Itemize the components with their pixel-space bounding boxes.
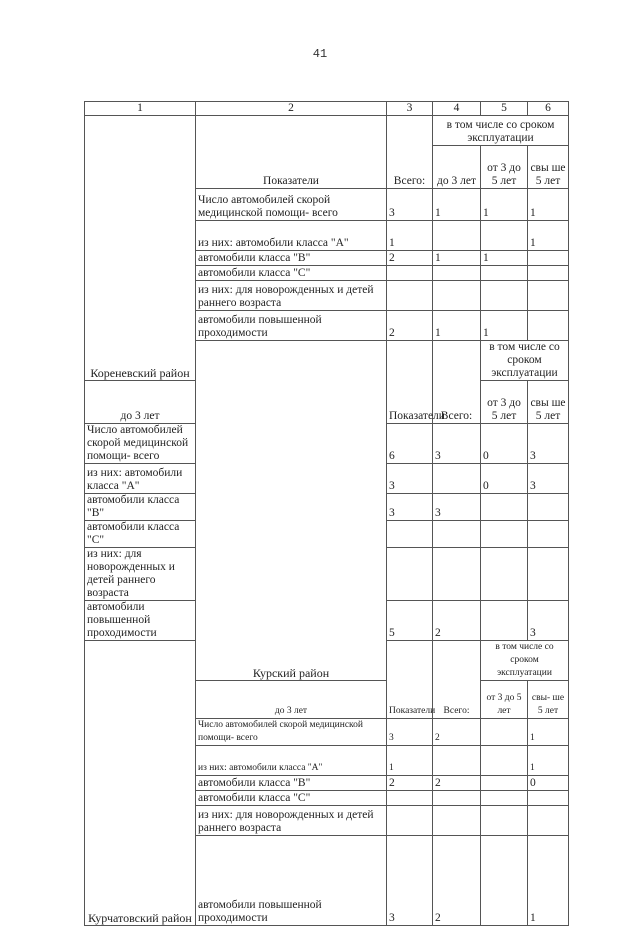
col5-header: от 3 до 5 лет — [481, 381, 528, 424]
col5-value — [481, 719, 528, 746]
col6-value: 1 — [528, 746, 569, 776]
col5-value — [481, 494, 528, 521]
col6-value: 1 — [528, 221, 569, 251]
row-label: Число автомобилей скорой медицинской помощи- всего — [196, 719, 387, 746]
district-header-row — [85, 116, 569, 146]
row-label: автомобили повышенной проходимости — [196, 311, 387, 341]
col5-value — [481, 806, 528, 836]
col5-header: от 3 до 5 лет — [481, 681, 528, 719]
column-number: 6 — [528, 102, 569, 116]
col5-value — [481, 281, 528, 311]
total-value: 3 — [387, 494, 433, 521]
indicators-header: Показатели — [387, 341, 433, 424]
col6-value — [528, 806, 569, 836]
col5-value: 1 — [481, 311, 528, 341]
district-name: Курский район — [196, 341, 387, 681]
total-value — [387, 281, 433, 311]
col5-value — [481, 836, 528, 926]
col4-value: 2 — [433, 776, 481, 791]
col6-value: 1 — [528, 719, 569, 746]
col4-value — [433, 548, 481, 601]
indicators-header: Показатели — [196, 116, 387, 189]
page-number: 41 — [312, 47, 328, 61]
col6-value: 0 — [528, 776, 569, 791]
total-value — [387, 806, 433, 836]
col4-value: 2 — [433, 601, 481, 641]
row-label: автомобили класса "В" — [196, 251, 387, 266]
col5-value: 0 — [481, 464, 528, 494]
col5-value — [481, 601, 528, 641]
row-label: из них: для новорожденных и детей раннего возраста — [196, 281, 387, 311]
col4-value: 3 — [433, 424, 481, 464]
total-value: 3 — [387, 189, 433, 221]
column-number-row — [85, 102, 569, 116]
col4-header: до 3 лет — [196, 681, 387, 719]
col5-header: от 3 до 5 лет — [481, 146, 528, 189]
col6-value — [528, 251, 569, 266]
row-label: из них: автомобили класса "А" — [85, 464, 196, 494]
col4-value — [433, 806, 481, 836]
total-header: Всего: — [433, 641, 481, 719]
col5-value — [481, 221, 528, 251]
col6-value — [528, 791, 569, 806]
col4-value: 1 — [433, 189, 481, 221]
row-label: автомобили класса "С" — [196, 791, 387, 806]
total-value: 1 — [387, 746, 433, 776]
district-name: Кореневский район — [85, 116, 196, 381]
row-label: Число автомобилей скорой медицинской помощи- всего — [196, 189, 387, 221]
row-label: автомобили класса "В" — [85, 494, 196, 521]
col4-value — [433, 521, 481, 548]
col6-value: 3 — [528, 464, 569, 494]
column-number: 4 — [433, 102, 481, 116]
col4-value — [433, 464, 481, 494]
col4-value — [433, 281, 481, 311]
service-life-group-header: в том числе со сроком эксплуатации — [433, 116, 569, 146]
total-value — [387, 521, 433, 548]
col6-value: 3 — [528, 601, 569, 641]
col5-value: 0 — [481, 424, 528, 464]
indicators-header: Показатели — [387, 641, 433, 719]
col6-header: свы ше 5 лет — [528, 381, 569, 424]
total-value: 2 — [387, 311, 433, 341]
row-label: из них: автомобили класса "А" — [196, 221, 387, 251]
col6-value: 1 — [528, 836, 569, 926]
col4-header: до 3 лет — [85, 381, 196, 424]
ambulance-fleet-table — [84, 101, 569, 926]
total-value: 3 — [387, 719, 433, 746]
total-value — [387, 266, 433, 281]
row-label: Число автомобилей скорой медицинской помощи- всего — [85, 424, 196, 464]
total-value: 3 — [387, 464, 433, 494]
col5-value — [481, 266, 528, 281]
col6-header: свы ше 5 лет — [528, 146, 569, 189]
col4-value: 1 — [433, 311, 481, 341]
col4-value: 2 — [433, 719, 481, 746]
col6-value — [528, 494, 569, 521]
col5-value — [481, 746, 528, 776]
col5-value: 1 — [481, 251, 528, 266]
column-number: 2 — [196, 102, 387, 116]
col4-value — [433, 746, 481, 776]
row-label: автомобили класса "В" — [196, 776, 387, 791]
row-label: автомобили повышенной проходимости — [196, 836, 387, 926]
row-label: из них: для новорожденных и детей раннего возраста — [196, 806, 387, 836]
district-name: Курчатовский район — [85, 641, 196, 926]
col5-value — [481, 791, 528, 806]
col5-value — [481, 776, 528, 791]
row-label: автомобили класса "С" — [196, 266, 387, 281]
row-label: автомобили класса "С" — [85, 521, 196, 548]
col5-value — [481, 548, 528, 601]
service-life-group-header: в том числе со сроком эксплуатации — [481, 641, 569, 681]
col4-value — [433, 221, 481, 251]
column-number: 5 — [481, 102, 528, 116]
col6-value — [528, 311, 569, 341]
row-label: автомобили повышенной проходимости — [85, 601, 196, 641]
service-life-group-header: в том числе со сроком эксплуатации — [481, 341, 569, 381]
col6-value — [528, 281, 569, 311]
total-header: Всего: — [433, 341, 481, 424]
total-value: 6 — [387, 424, 433, 464]
total-value: 2 — [387, 776, 433, 791]
row-label: из них: для новорожденных и детей раннего возраста — [85, 548, 196, 601]
col6-header: свы- ше 5 лет — [528, 681, 569, 719]
row-label: из них: автомобили класса "А" — [196, 746, 387, 776]
total-value: 3 — [387, 836, 433, 926]
total-header: Всего: — [387, 116, 433, 189]
col5-value — [481, 521, 528, 548]
column-number: 1 — [85, 102, 196, 116]
total-value: 1 — [387, 221, 433, 251]
total-value — [387, 791, 433, 806]
col6-value: 1 — [528, 189, 569, 221]
col4-value: 1 — [433, 251, 481, 266]
col6-value: 3 — [528, 424, 569, 464]
col6-value — [528, 548, 569, 601]
col4-value: 2 — [433, 836, 481, 926]
col6-value — [528, 266, 569, 281]
col4-value — [433, 791, 481, 806]
column-number: 3 — [387, 102, 433, 116]
total-value — [387, 548, 433, 601]
col4-value — [433, 266, 481, 281]
total-value: 5 — [387, 601, 433, 641]
col6-value — [528, 521, 569, 548]
col4-value: 3 — [433, 494, 481, 521]
col5-value: 1 — [481, 189, 528, 221]
total-value: 2 — [387, 251, 433, 266]
col4-header: до 3 лет — [433, 146, 481, 189]
